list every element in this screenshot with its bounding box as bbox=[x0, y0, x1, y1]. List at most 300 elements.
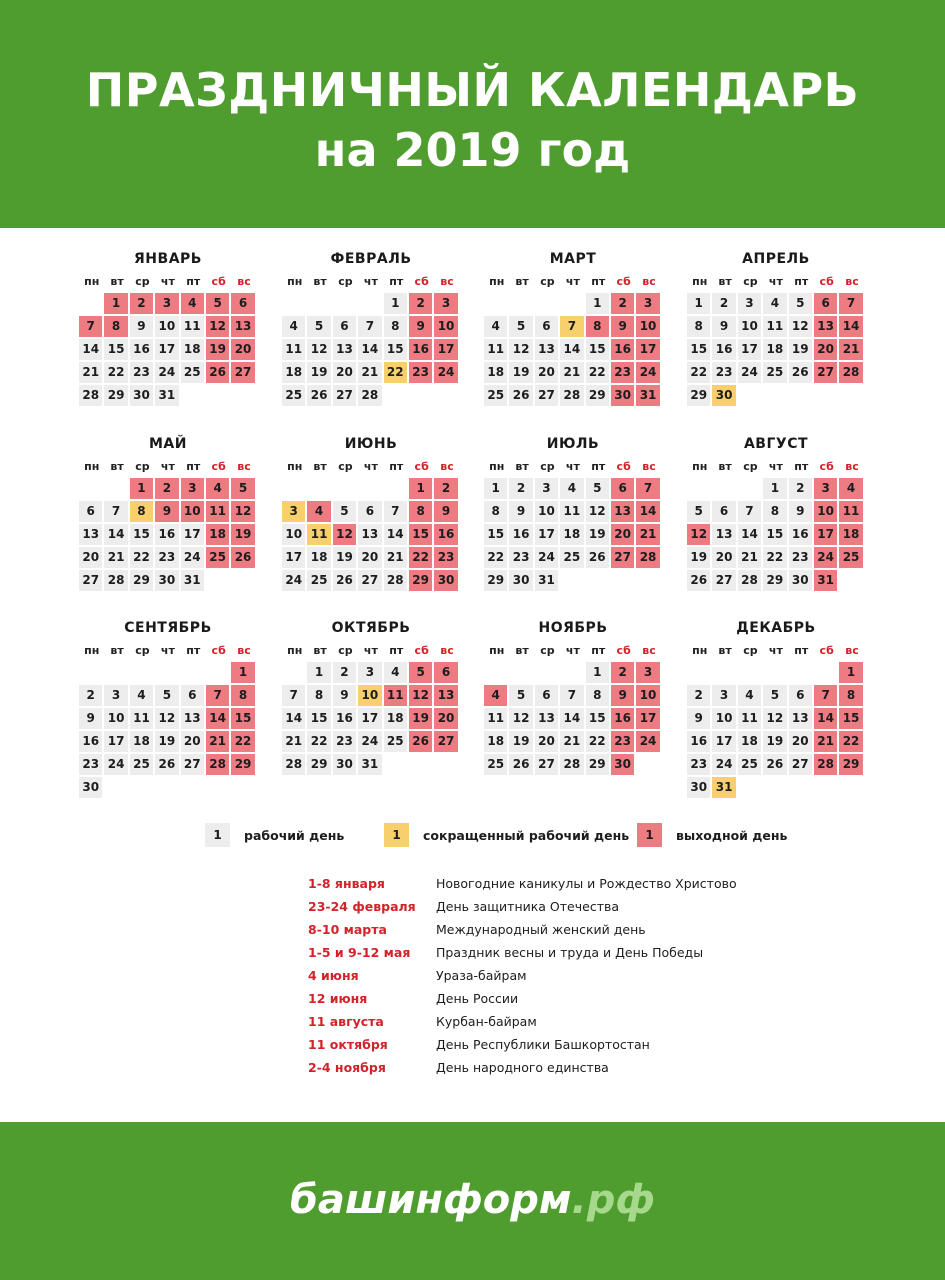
working-day: 15 bbox=[687, 339, 710, 360]
working-day: 23 bbox=[333, 731, 356, 752]
working-day: 22 bbox=[687, 362, 710, 383]
holiday-day: 11 bbox=[839, 501, 862, 522]
empty-cell bbox=[104, 662, 127, 683]
holiday-day: 30 bbox=[611, 385, 634, 406]
working-day: 18 bbox=[763, 339, 786, 360]
month-calendar bbox=[687, 248, 865, 408]
weekday-label: ср bbox=[338, 644, 353, 657]
working-day: 14 bbox=[79, 339, 102, 360]
working-day: 28 bbox=[104, 570, 127, 591]
working-day: 26 bbox=[155, 754, 178, 775]
working-day: 4 bbox=[282, 316, 305, 337]
empty-cell bbox=[535, 293, 558, 314]
day-grid bbox=[282, 293, 460, 408]
empty-cell bbox=[789, 662, 812, 683]
working-day: 31 bbox=[358, 754, 381, 775]
holiday-day: 14 bbox=[814, 708, 837, 729]
holiday-date: 4 июня bbox=[308, 968, 359, 983]
working-day: 25 bbox=[282, 385, 305, 406]
month-calendar bbox=[484, 617, 662, 777]
working-day: 25 bbox=[307, 570, 330, 591]
working-day: 21 bbox=[384, 547, 407, 568]
holiday-date: 2-4 ноября bbox=[308, 1060, 386, 1075]
holiday-day: 11 bbox=[206, 501, 229, 522]
working-day: 22 bbox=[484, 547, 507, 568]
weekday-label: сб bbox=[211, 275, 226, 288]
holiday-day: 30 bbox=[434, 570, 457, 591]
working-day: 21 bbox=[104, 547, 127, 568]
holiday-day: 7 bbox=[636, 478, 659, 499]
working-day: 25 bbox=[181, 362, 204, 383]
working-day: 24 bbox=[738, 362, 761, 383]
working-day: 5 bbox=[509, 685, 532, 706]
working-day: 3 bbox=[104, 685, 127, 706]
working-day: 21 bbox=[282, 731, 305, 752]
weekday-label: вс bbox=[440, 275, 454, 288]
day-grid bbox=[282, 662, 460, 777]
empty-cell bbox=[814, 662, 837, 683]
weekday-label: вс bbox=[237, 460, 251, 473]
weekday-label: пн bbox=[287, 275, 303, 288]
working-day: 19 bbox=[155, 731, 178, 752]
working-day: 13 bbox=[79, 524, 102, 545]
working-day: 7 bbox=[384, 501, 407, 522]
holiday-row bbox=[308, 918, 848, 941]
working-day: 30 bbox=[130, 385, 153, 406]
holiday-day: 21 bbox=[814, 731, 837, 752]
working-day: 30 bbox=[155, 570, 178, 591]
holiday-day: 23 bbox=[611, 731, 634, 752]
working-day: 1 bbox=[687, 293, 710, 314]
month-name: ДЕКАБРЬ bbox=[736, 620, 816, 636]
weekday-label: сб bbox=[819, 275, 834, 288]
weekday-label: ср bbox=[338, 275, 353, 288]
weekday-label: чт bbox=[160, 275, 175, 288]
holiday-day: 3 bbox=[155, 293, 178, 314]
holiday-day: 17 bbox=[434, 339, 457, 360]
month-calendar bbox=[79, 433, 257, 593]
weekday-label: чт bbox=[565, 644, 580, 657]
working-day: 18 bbox=[384, 708, 407, 729]
holiday-day: 8 bbox=[409, 501, 432, 522]
working-day: 27 bbox=[79, 570, 102, 591]
working-day: 20 bbox=[358, 547, 381, 568]
day-grid bbox=[484, 478, 662, 593]
month-calendar bbox=[687, 617, 865, 800]
weekday-label: сб bbox=[414, 460, 429, 473]
weekday-label: сб bbox=[616, 644, 631, 657]
weekday-label: пн bbox=[489, 460, 505, 473]
holiday-day: 8 bbox=[104, 316, 127, 337]
holiday-day: 12 bbox=[409, 685, 432, 706]
weekday-label: вс bbox=[845, 275, 859, 288]
empty-cell bbox=[307, 293, 330, 314]
holiday-name: Праздник весны и труда и День Победы bbox=[436, 945, 704, 960]
working-day: 21 bbox=[560, 731, 583, 752]
working-day: 29 bbox=[586, 385, 609, 406]
holiday-day: 15 bbox=[839, 708, 862, 729]
holiday-day: 9 bbox=[611, 316, 634, 337]
holiday-day: 27 bbox=[814, 362, 837, 383]
weekday-label: пн bbox=[489, 275, 505, 288]
working-day: 16 bbox=[687, 731, 710, 752]
weekday-header bbox=[282, 639, 460, 662]
working-day: 1 bbox=[307, 662, 330, 683]
working-day: 17 bbox=[181, 524, 204, 545]
short-day: 7 bbox=[560, 316, 583, 337]
legend-working-label: рабочий день bbox=[244, 827, 345, 843]
weekday-label: пт bbox=[389, 644, 404, 657]
weekday-label: пт bbox=[186, 644, 201, 657]
month-name: ОКТЯБРЬ bbox=[331, 620, 411, 636]
holiday-day: 6 bbox=[434, 662, 457, 683]
month-calendar bbox=[687, 433, 865, 593]
holiday-row bbox=[308, 1033, 848, 1056]
weekday-label: вт bbox=[515, 275, 529, 288]
working-day: 1 bbox=[586, 662, 609, 683]
working-day: 8 bbox=[586, 685, 609, 706]
working-day: 16 bbox=[789, 524, 812, 545]
empty-cell bbox=[738, 662, 761, 683]
empty-cell bbox=[333, 478, 356, 499]
working-day: 6 bbox=[181, 685, 204, 706]
weekday-label: чт bbox=[160, 644, 175, 657]
weekday-label: вт bbox=[718, 644, 732, 657]
empty-cell bbox=[763, 662, 786, 683]
working-day: 2 bbox=[687, 685, 710, 706]
weekday-label: пт bbox=[794, 460, 809, 473]
holiday-day: 2 bbox=[409, 293, 432, 314]
weekday-label: чт bbox=[565, 460, 580, 473]
day-grid bbox=[79, 662, 257, 800]
weekday-label: сб bbox=[211, 644, 226, 657]
working-day: 16 bbox=[155, 524, 178, 545]
holiday-day: 6 bbox=[611, 478, 634, 499]
empty-cell bbox=[358, 478, 381, 499]
working-day: 15 bbox=[384, 339, 407, 360]
short-day: 10 bbox=[358, 685, 381, 706]
holiday-day: 13 bbox=[434, 685, 457, 706]
working-day: 26 bbox=[687, 570, 710, 591]
holiday-day: 7 bbox=[79, 316, 102, 337]
working-day: 7 bbox=[282, 685, 305, 706]
holiday-name: Новогодние каникулы и Рождество Христово bbox=[436, 876, 737, 891]
month-name: АВГУСТ bbox=[743, 436, 809, 452]
working-day: 22 bbox=[586, 731, 609, 752]
weekday-label: пн bbox=[84, 460, 100, 473]
working-day: 27 bbox=[181, 754, 204, 775]
weekday-label: пн bbox=[692, 275, 708, 288]
weekday-label: вс bbox=[845, 460, 859, 473]
legend-short-swatch: 1 bbox=[384, 823, 409, 847]
day-grid bbox=[79, 478, 257, 593]
weekday-label: вс bbox=[237, 275, 251, 288]
month-name: МАРТ bbox=[549, 251, 597, 267]
holiday-day: 15 bbox=[409, 524, 432, 545]
working-day: 5 bbox=[586, 478, 609, 499]
working-day: 17 bbox=[358, 708, 381, 729]
working-day: 31 bbox=[155, 385, 178, 406]
working-day: 21 bbox=[79, 362, 102, 383]
working-day: 2 bbox=[789, 478, 812, 499]
holiday-day: 8 bbox=[586, 316, 609, 337]
holiday-day: 31 bbox=[636, 385, 659, 406]
working-day: 25 bbox=[130, 754, 153, 775]
working-day: 6 bbox=[535, 316, 558, 337]
holiday-day: 3 bbox=[636, 293, 659, 314]
holiday-day: 5 bbox=[231, 478, 254, 499]
weekday-label: пт bbox=[591, 460, 606, 473]
weekday-label: вт bbox=[515, 644, 529, 657]
working-day: 30 bbox=[789, 570, 812, 591]
month-name: ИЮНЬ bbox=[344, 436, 398, 452]
working-day: 10 bbox=[712, 708, 735, 729]
weekday-label: вс bbox=[642, 644, 656, 657]
month-name: ФЕВРАЛЬ bbox=[330, 251, 412, 267]
empty-cell bbox=[712, 478, 735, 499]
weekday-label: вт bbox=[718, 460, 732, 473]
holiday-day: 26 bbox=[231, 547, 254, 568]
holiday-day: 20 bbox=[814, 339, 837, 360]
working-day: 14 bbox=[104, 524, 127, 545]
working-day: 26 bbox=[509, 385, 532, 406]
weekday-label: сб bbox=[414, 275, 429, 288]
working-day: 28 bbox=[560, 385, 583, 406]
working-day: 29 bbox=[484, 570, 507, 591]
working-day: 3 bbox=[712, 685, 735, 706]
working-day: 8 bbox=[484, 501, 507, 522]
holiday-day: 28 bbox=[814, 754, 837, 775]
weekday-label: ср bbox=[135, 275, 150, 288]
weekday-header bbox=[79, 455, 257, 478]
empty-cell bbox=[384, 478, 407, 499]
working-day: 18 bbox=[560, 524, 583, 545]
legend-working bbox=[205, 823, 344, 847]
working-day: 30 bbox=[79, 777, 102, 798]
working-day: 2 bbox=[712, 293, 735, 314]
holiday-row bbox=[308, 964, 848, 987]
working-day: 23 bbox=[155, 547, 178, 568]
working-day: 5 bbox=[333, 501, 356, 522]
holiday-day: 15 bbox=[231, 708, 254, 729]
weekday-label: вт bbox=[313, 275, 327, 288]
working-day: 23 bbox=[509, 547, 532, 568]
weekday-label: ср bbox=[338, 460, 353, 473]
month-calendar bbox=[282, 617, 460, 777]
month-name: ЯНВАРЬ bbox=[134, 251, 202, 267]
weekday-label: пт bbox=[186, 460, 201, 473]
holiday-day: 24 bbox=[434, 362, 457, 383]
day-grid bbox=[484, 662, 662, 777]
empty-cell bbox=[282, 478, 305, 499]
working-day: 4 bbox=[560, 478, 583, 499]
working-day: 25 bbox=[484, 385, 507, 406]
holiday-day: 29 bbox=[409, 570, 432, 591]
working-day: 19 bbox=[789, 339, 812, 360]
holiday-day: 25 bbox=[206, 547, 229, 568]
working-day: 5 bbox=[789, 293, 812, 314]
working-day: 26 bbox=[586, 547, 609, 568]
weekday-label: чт bbox=[363, 644, 378, 657]
weekday-label: чт bbox=[768, 644, 783, 657]
month-calendar bbox=[282, 248, 460, 408]
empty-cell bbox=[560, 662, 583, 683]
holiday-day: 8 bbox=[839, 685, 862, 706]
holiday-day: 23 bbox=[611, 362, 634, 383]
holiday-day: 5 bbox=[409, 662, 432, 683]
weekday-label: сб bbox=[414, 644, 429, 657]
holiday-day: 26 bbox=[409, 731, 432, 752]
working-day: 6 bbox=[358, 501, 381, 522]
page-title: ПРАЗДНИЧНЫЙ КАЛЕНДАРЬ bbox=[85, 63, 860, 117]
working-day: 14 bbox=[560, 339, 583, 360]
working-day: 14 bbox=[282, 708, 305, 729]
working-day: 10 bbox=[535, 501, 558, 522]
holiday-day: 4 bbox=[484, 685, 507, 706]
working-day: 8 bbox=[307, 685, 330, 706]
holiday-day: 3 bbox=[814, 478, 837, 499]
empty-cell bbox=[687, 478, 710, 499]
working-day: 27 bbox=[712, 570, 735, 591]
working-day: 25 bbox=[560, 547, 583, 568]
working-day: 17 bbox=[282, 547, 305, 568]
holiday-day: 10 bbox=[814, 501, 837, 522]
working-day: 26 bbox=[763, 754, 786, 775]
month-name: ИЮЛЬ bbox=[546, 436, 600, 452]
working-day: 22 bbox=[586, 362, 609, 383]
month-calendar bbox=[79, 248, 257, 408]
working-day: 14 bbox=[560, 708, 583, 729]
holiday-day: 29 bbox=[231, 754, 254, 775]
empty-cell bbox=[358, 293, 381, 314]
holiday-day: 24 bbox=[636, 731, 659, 752]
holiday-day: 7 bbox=[206, 685, 229, 706]
weekday-header bbox=[282, 270, 460, 293]
holiday-day: 17 bbox=[636, 708, 659, 729]
holiday-day: 8 bbox=[231, 685, 254, 706]
weekday-label: ср bbox=[135, 644, 150, 657]
holiday-row bbox=[308, 941, 848, 964]
working-day: 4 bbox=[384, 662, 407, 683]
empty-cell bbox=[484, 293, 507, 314]
working-day: 11 bbox=[560, 501, 583, 522]
working-day: 18 bbox=[484, 362, 507, 383]
brand-name: башинформ bbox=[289, 1177, 572, 1223]
holiday-row bbox=[308, 895, 848, 918]
holiday-row bbox=[308, 987, 848, 1010]
working-day: 17 bbox=[104, 731, 127, 752]
holiday-day: 30 bbox=[611, 754, 634, 775]
working-day: 5 bbox=[155, 685, 178, 706]
working-day: 5 bbox=[763, 685, 786, 706]
working-day: 16 bbox=[130, 339, 153, 360]
short-day: 31 bbox=[712, 777, 735, 798]
weekday-label: пт bbox=[794, 275, 809, 288]
weekday-header bbox=[79, 270, 257, 293]
holiday-date: 23-24 февраля bbox=[308, 899, 416, 914]
working-day: 8 bbox=[687, 316, 710, 337]
holiday-day: 26 bbox=[206, 362, 229, 383]
holiday-day: 23 bbox=[409, 362, 432, 383]
working-day: 20 bbox=[181, 731, 204, 752]
holiday-day: 18 bbox=[206, 524, 229, 545]
holiday-day: 3 bbox=[636, 662, 659, 683]
empty-cell bbox=[535, 662, 558, 683]
weekday-label: вс bbox=[642, 275, 656, 288]
empty-cell bbox=[687, 662, 710, 683]
holiday-day: 21 bbox=[839, 339, 862, 360]
holiday-day: 27 bbox=[434, 731, 457, 752]
holiday-date: 1-5 и 9-12 мая bbox=[308, 945, 411, 960]
working-day: 15 bbox=[130, 524, 153, 545]
holiday-row bbox=[308, 872, 848, 895]
working-day: 29 bbox=[763, 570, 786, 591]
holiday-day: 2 bbox=[611, 662, 634, 683]
working-day: 1 bbox=[384, 293, 407, 314]
working-day: 9 bbox=[687, 708, 710, 729]
holiday-day: 4 bbox=[307, 501, 330, 522]
working-day: 10 bbox=[155, 316, 178, 337]
working-day: 6 bbox=[712, 501, 735, 522]
weekday-label: ср bbox=[743, 460, 758, 473]
working-day: 21 bbox=[560, 362, 583, 383]
working-day: 23 bbox=[687, 754, 710, 775]
working-day: 13 bbox=[535, 339, 558, 360]
working-day: 9 bbox=[509, 501, 532, 522]
weekday-label: пн bbox=[84, 275, 100, 288]
working-day: 15 bbox=[307, 708, 330, 729]
working-day: 17 bbox=[155, 339, 178, 360]
weekday-label: пт bbox=[794, 644, 809, 657]
month-calendar bbox=[484, 433, 662, 593]
day-grid bbox=[79, 293, 257, 408]
working-day: 10 bbox=[104, 708, 127, 729]
weekday-label: пн bbox=[84, 644, 100, 657]
working-day: 13 bbox=[181, 708, 204, 729]
working-day: 7 bbox=[104, 501, 127, 522]
working-day: 11 bbox=[130, 708, 153, 729]
working-day: 24 bbox=[104, 754, 127, 775]
empty-cell bbox=[560, 293, 583, 314]
weekday-label: вт bbox=[313, 460, 327, 473]
holiday-day: 11 bbox=[384, 685, 407, 706]
working-day: 18 bbox=[130, 731, 153, 752]
working-day: 11 bbox=[181, 316, 204, 337]
holiday-day: 22 bbox=[231, 731, 254, 752]
page-subtitle: на 2019 год bbox=[314, 123, 631, 177]
working-day: 21 bbox=[358, 362, 381, 383]
holiday-day: 24 bbox=[636, 362, 659, 383]
weekday-label: чт bbox=[363, 275, 378, 288]
weekday-header bbox=[484, 455, 662, 478]
holiday-day: 18 bbox=[839, 524, 862, 545]
holiday-name: День народного единства bbox=[436, 1060, 609, 1075]
holiday-day: 3 bbox=[434, 293, 457, 314]
holiday-day: 23 bbox=[434, 547, 457, 568]
brand-logo[interactable] bbox=[0, 1170, 945, 1230]
working-day: 11 bbox=[763, 316, 786, 337]
holiday-day: 27 bbox=[611, 547, 634, 568]
working-day: 23 bbox=[789, 547, 812, 568]
working-day: 15 bbox=[586, 708, 609, 729]
holiday-day: 2 bbox=[130, 293, 153, 314]
working-day: 4 bbox=[484, 316, 507, 337]
working-day: 20 bbox=[535, 731, 558, 752]
holiday-day: 9 bbox=[434, 501, 457, 522]
working-day: 9 bbox=[712, 316, 735, 337]
weekday-label: вт bbox=[110, 644, 124, 657]
month-calendar bbox=[79, 617, 257, 800]
